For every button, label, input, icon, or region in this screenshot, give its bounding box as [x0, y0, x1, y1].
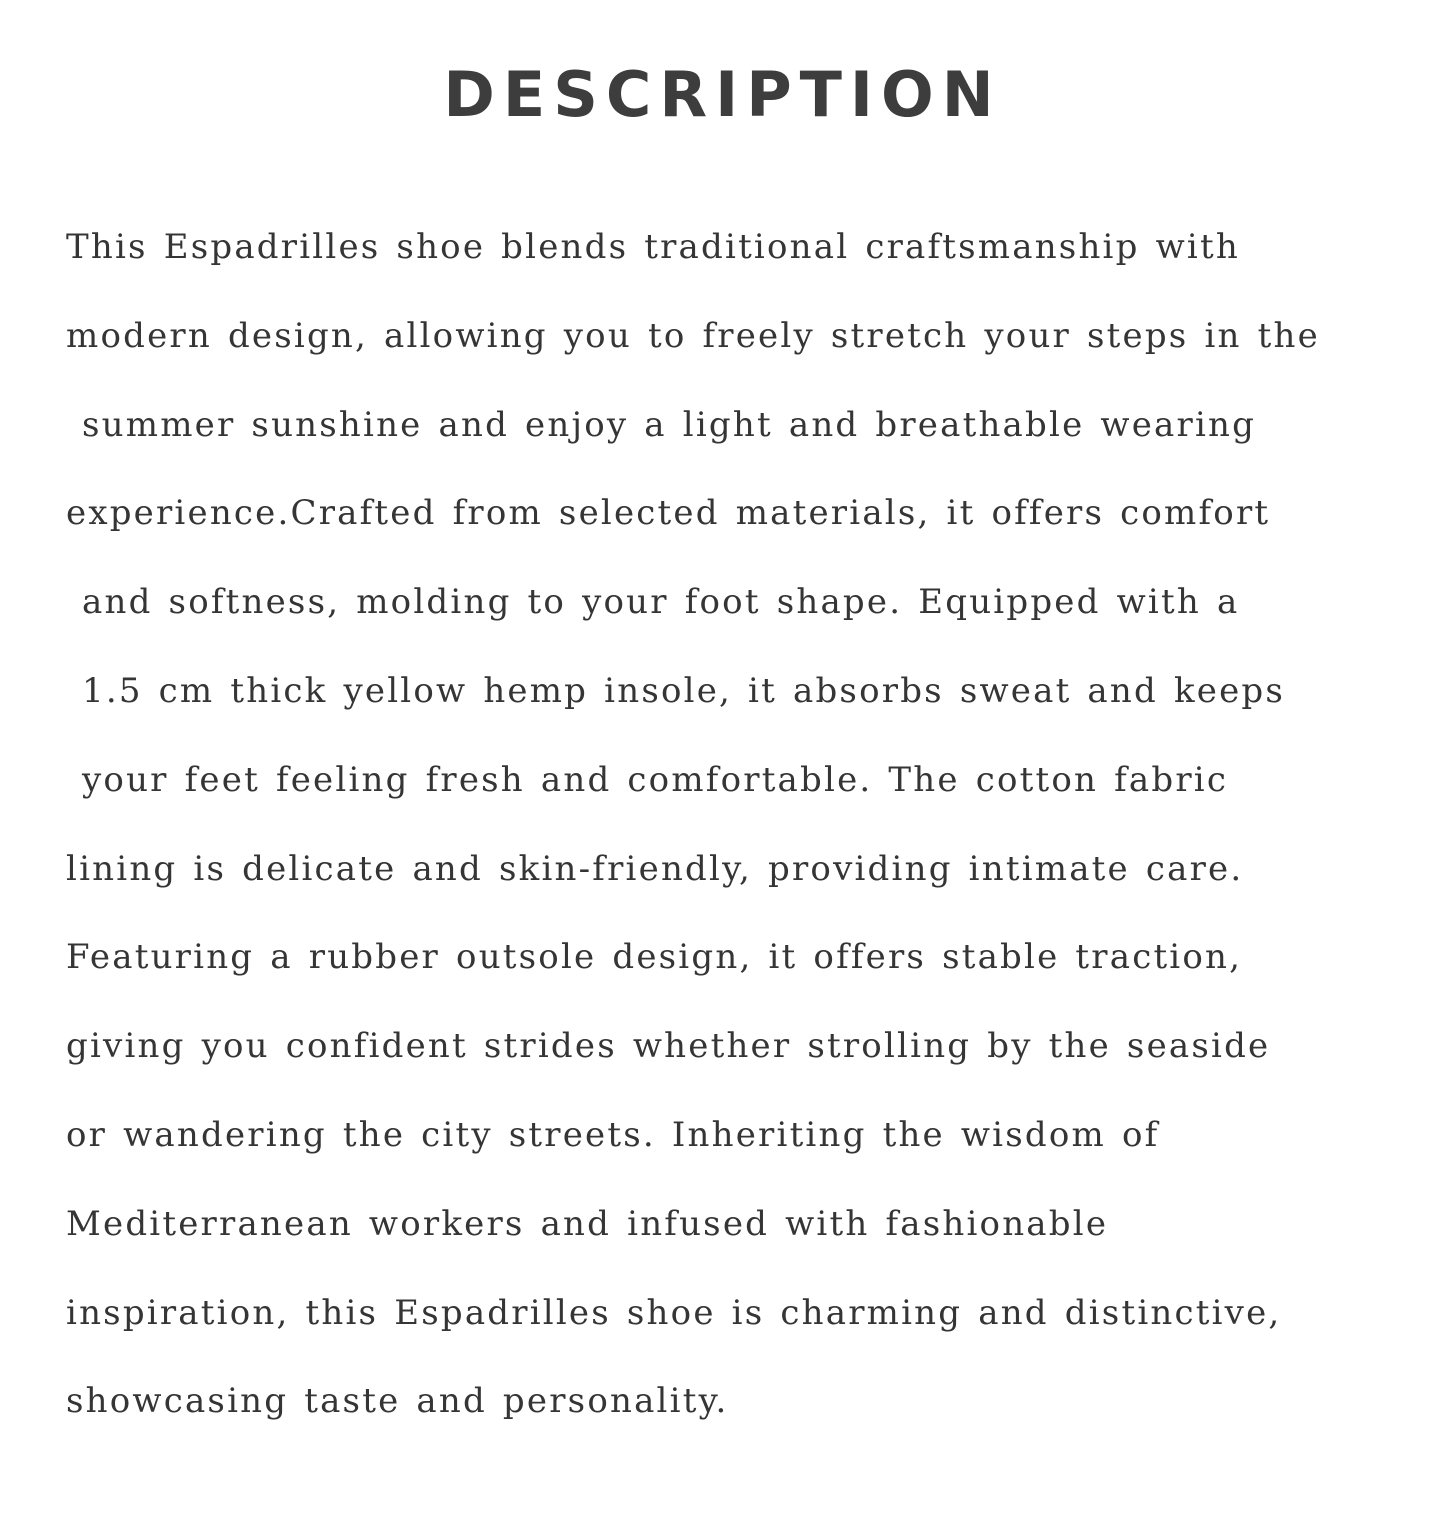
description-line: your feet feeling fresh and comfortable. The cotton fabric	[66, 759, 1229, 800]
description-line: or wandering the city streets. Inheriting the wisdom of	[66, 1114, 1160, 1155]
description-line: and softness, molding to your foot shape. Equipped with a	[66, 582, 1240, 623]
description-line: experience.Crafted from selected materials, it offers comfort	[66, 493, 1271, 534]
description-line: giving you confident strides whether strolling by the seaside	[66, 1026, 1271, 1067]
description-line: This Espadrilles shoe blends traditional craftsmanship with	[66, 227, 1240, 267]
description-body	[66, 203, 1436, 1446]
description-line: lining is delicate and skin-friendly, providing intimate care.	[66, 848, 1244, 889]
description-line: inspiration, this Espadrilles shoe is charming and distinctive,	[66, 1292, 1282, 1333]
section-title: DESCRIPTION	[443, 58, 1002, 131]
description-line: summer sunshine and enjoy a light and breathable wearing	[66, 404, 1257, 445]
description-line: Mediterranean workers and infused with fashionable	[66, 1203, 1109, 1244]
description-line: Featuring a rubber outsole design, it offers stable traction,	[66, 937, 1243, 978]
description-line: modern design, allowing you to freely stretch your steps in the	[66, 315, 1320, 356]
description-line: 1.5 cm thick yellow hemp insole, it absorbs sweat and keeps	[66, 670, 1286, 711]
description-line: showcasing taste and personality.	[66, 1381, 729, 1422]
